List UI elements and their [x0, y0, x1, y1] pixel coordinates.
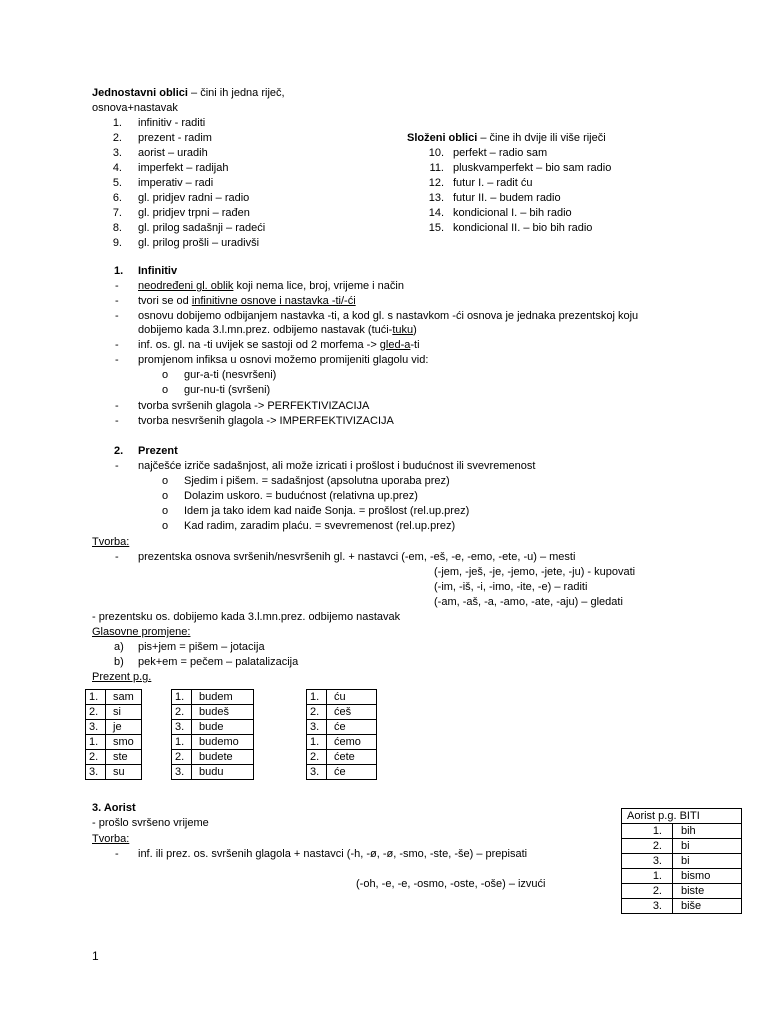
table-row [86, 735, 142, 750]
simple-forms-item-number: 7. [112, 207, 122, 219]
table-cell-person: 2. [86, 705, 106, 720]
infinitiv-number: 1. [114, 265, 124, 277]
simple-forms-title-rest: – čini ih jedna riječ, [187, 87, 285, 99]
table-row [307, 765, 377, 780]
bullet-dash: - [115, 400, 119, 412]
prezent-heading: Prezent [138, 445, 178, 457]
table-title: Aorist p.g. BITI [622, 809, 742, 824]
complex-forms-item: futur II. – budem radio [453, 192, 561, 204]
aorist-biti-table [621, 808, 742, 914]
prezent-pg-label: Prezent p.g. [92, 671, 152, 683]
circle-bullet: o [162, 505, 169, 517]
table-cell-person: 1. [86, 690, 106, 705]
table-cell-form: budem [192, 690, 254, 705]
table-cell-person: 2. [86, 750, 106, 765]
table-row [307, 720, 377, 735]
table-cell-person: 1. [622, 869, 673, 884]
infinitiv-sub-1: gur-a-ti (nesvršeni) [184, 369, 277, 381]
prezent-ending-1: (-jem, -ješ, -je, -jemo, -jete, -ju) - kupovati [434, 566, 636, 578]
table-cell-form: bismo [673, 869, 742, 884]
table-cell-person: 1. [172, 690, 192, 705]
table-cell-person: 1. [172, 735, 192, 750]
table-cell-person: 2. [622, 884, 673, 899]
infinitiv-bullet-3-line1: osnovu dobijemo odbijanjem nastavka -ti, a kod gl. s nastavkom -ći osnova je jednaka prezentskoj koju [138, 310, 639, 322]
table-cell-person: 1. [86, 735, 106, 750]
prezent-tvorba-label: Tvorba: [92, 536, 130, 548]
table-row [172, 765, 254, 780]
simple-forms-item-number: 5. [112, 177, 122, 189]
circle-bullet: o [162, 384, 169, 396]
table-row [172, 690, 254, 705]
simple-forms-item-number: 2. [112, 132, 122, 144]
table-cell-person: 3. [86, 765, 106, 780]
prezent-bullet-1: najčešće izriče sadašnjost, ali može izricati i prošlost i budućnost ili svevremenost [138, 460, 536, 472]
table-cell-form: bih [673, 824, 742, 839]
simple-forms-item-number: 9. [112, 237, 122, 249]
infinitiv-bullet-3-line2: dobijemo kada 3.l.mn.prez. odbijemo nastavak (tući-tuku) [138, 324, 417, 336]
simple-forms-item: imperativ – radi [138, 177, 214, 189]
complex-forms-item-number: 14. [428, 207, 444, 219]
table-cell-person: 2. [307, 750, 327, 765]
bullet-dash: - [115, 310, 119, 322]
biti-budem-table [171, 689, 254, 780]
prezent-sub-1: Sjedim i pišem. = sadašnjost (apsolutna uporaba prez) [184, 475, 450, 487]
circle-bullet: o [162, 475, 169, 487]
simple-forms-item: gl. pridjev trpni – rađen [138, 207, 250, 219]
table-row [307, 735, 377, 750]
table-row [622, 854, 742, 869]
simple-forms-item: infinitiv - raditi [138, 117, 206, 129]
table-row [622, 824, 742, 839]
simple-forms-item-number: 3. [112, 147, 122, 159]
complex-forms-item: kondicional I. – bih radio [453, 207, 572, 219]
table-cell-form: ću [327, 690, 377, 705]
table-row [622, 899, 742, 914]
table-cell-form: si [106, 705, 142, 720]
glasovne-item: pek+em = pečem – palatalizacija [138, 656, 299, 668]
glasovne-item: pis+jem = pišem – jotacija [138, 641, 265, 653]
complex-forms-item-number: 12. [428, 177, 444, 189]
bullet-dash: - [115, 280, 119, 292]
table-cell-form: će [327, 765, 377, 780]
complex-forms-item-number: 10. [428, 147, 444, 159]
table-cell-person: 2. [172, 750, 192, 765]
table-cell-form: su [106, 765, 142, 780]
circle-bullet: o [162, 369, 169, 381]
simple-forms-item: gl. prilog prošli – uradivši [138, 237, 260, 249]
simple-forms-item: imperfekt – radijah [138, 162, 229, 174]
infinitiv-bullet-2: tvori se od infinitivne osnove i nastavka -ti/-ći [138, 295, 356, 307]
table-cell-person: 1. [622, 824, 673, 839]
simple-forms-item-number: 8. [112, 222, 122, 234]
table-cell-form: je [106, 720, 142, 735]
bullet-dash: - [115, 460, 119, 472]
biti-prezent-table [85, 689, 142, 780]
table-cell-form: sam [106, 690, 142, 705]
prezent-ending-3: (-am, -aš, -a, -amo, -ate, -aju) – gledati [434, 596, 623, 608]
complex-forms-item: kondicional II. – bio bih radio [453, 222, 593, 234]
complex-forms-item-number: 15. [428, 222, 444, 234]
table-row [86, 750, 142, 765]
htjeti-table [306, 689, 377, 780]
table-row [172, 735, 254, 750]
table-row [86, 690, 142, 705]
table-cell-person: 1. [307, 735, 327, 750]
bullet-dash: - [115, 848, 119, 860]
bullet-dash: - [115, 415, 119, 427]
complex-forms-item-number: 13. [428, 192, 444, 204]
table-cell-form: bude [192, 720, 254, 735]
prezent-tvorba-line: prezentska osnova svršenih/nesvršenih gl. + nastavci (-em, -eš, -e, -emo, -ete, -u) – mesti [138, 551, 576, 563]
table-cell-form: će [327, 720, 377, 735]
simple-forms-line2: osnova+nastavak [92, 102, 178, 114]
prezent-number: 2. [114, 445, 124, 457]
aorist-tvorba-line2: (-oh, -e, -e, -osmo, -oste, -oše) – izvući [356, 878, 546, 890]
simple-forms-item-number: 1. [112, 117, 122, 129]
complex-forms-item: pluskvamperfekt – bio sam radio [453, 162, 612, 174]
infinitiv-heading: Infinitiv [138, 265, 178, 277]
prezent-note: - prezentsku os. dobijemo kada 3.l.mn.prez. odbijemo nastavak [92, 611, 401, 623]
table-row [622, 884, 742, 899]
simple-forms-heading [92, 86, 285, 101]
table-cell-person: 3. [172, 720, 192, 735]
aorist-heading: 3. Aorist [92, 802, 136, 814]
table-cell-form: bi [673, 854, 742, 869]
table-cell-form: budeš [192, 705, 254, 720]
table-cell-person: 1. [307, 690, 327, 705]
page-number: 1 [92, 949, 99, 963]
table-row [307, 750, 377, 765]
prezent-sub-4: Kad radim, zaradim plaću. = svevremenost (rel.up.prez) [184, 520, 456, 532]
simple-forms-item: prezent - radim [138, 132, 212, 144]
circle-bullet: o [162, 520, 169, 532]
table-cell-person: 3. [622, 854, 673, 869]
table-row [172, 720, 254, 735]
table-row [86, 720, 142, 735]
bullet-dash: - [115, 551, 119, 563]
complex-forms-heading [407, 131, 606, 146]
table-row [307, 705, 377, 720]
table-cell-form: budete [192, 750, 254, 765]
table-cell-person: 3. [622, 899, 673, 914]
aorist-line1: - prošlo svršeno vrijeme [92, 817, 209, 829]
complex-forms-title: Složeni oblici [407, 132, 478, 144]
table-cell-person: 2. [307, 705, 327, 720]
simple-forms-item: gl. pridjev radni – radio [138, 192, 250, 204]
complex-forms-title-rest: – čine ih dvije ili više riječi [477, 132, 606, 144]
table-row [622, 839, 742, 854]
table-cell-person: 3. [307, 765, 327, 780]
table-cell-person: 3. [86, 720, 106, 735]
infinitiv-sub-2: gur-nu-ti (svršeni) [184, 384, 271, 396]
table-row [172, 705, 254, 720]
table-cell-form: biste [673, 884, 742, 899]
table-cell-form: smo [106, 735, 142, 750]
infinitiv-bullet-5: promjenom infiksa u osnovi možemo promijeniti glagolu vid: [138, 354, 429, 366]
prezent-sub-2: Dolazim uskoro. = budućnost (relativna up.prez) [184, 490, 418, 502]
table-cell-person: 2. [622, 839, 673, 854]
glasovne-item-marker: a) [114, 641, 124, 653]
simple-forms-item-number: 6. [112, 192, 122, 204]
table-cell-form: budu [192, 765, 254, 780]
infinitiv-bullet-6: tvorba svršenih glagola -> PERFEKTIVIZACIJA [138, 400, 370, 412]
infinitiv-bullet-1: neodređeni gl. oblik koji nema lice, broj, vrijeme i način [138, 280, 404, 292]
table-cell-form: biše [673, 899, 742, 914]
infinitiv-bullet-7: tvorba nesvršenih glagola -> IMPERFEKTIVIZACIJA [138, 415, 394, 427]
prezent-sub-3: Idem ja tako idem kad naiđe Sonja. = prošlost (rel.up.prez) [184, 505, 470, 517]
complex-forms-item-number: 11. [429, 162, 444, 174]
table-row [86, 765, 142, 780]
simple-forms-title: Jednostavni oblici [92, 87, 188, 99]
bullet-dash: - [115, 339, 119, 351]
table-row [86, 705, 142, 720]
circle-bullet: o [162, 490, 169, 502]
simple-forms-item: aorist – uradih [138, 147, 208, 159]
table-cell-form: bi [673, 839, 742, 854]
simple-forms-item-number: 4. [112, 162, 122, 174]
table-row [307, 690, 377, 705]
complex-forms-item: futur I. – radit ću [453, 177, 533, 189]
table-cell-form: ćete [327, 750, 377, 765]
table-cell-person: 2. [172, 705, 192, 720]
simple-forms-item: gl. prilog sadašnji – radeći [138, 222, 266, 234]
table-cell-person: 3. [307, 720, 327, 735]
complex-forms-item: perfekt – radio sam [453, 147, 548, 159]
table-cell-form: budemo [192, 735, 254, 750]
infinitiv-bullet-4: inf. os. gl. na -ti uvijek se sastoji od 2 morfema -> gled-a-ti [138, 339, 420, 351]
bullet-dash: - [115, 354, 119, 366]
table-cell-person: 3. [172, 765, 192, 780]
table-cell-form: ćeš [327, 705, 377, 720]
prezent-ending-2: (-im, -iš, -i, -imo, -ite, -e) – raditi [434, 581, 588, 593]
bullet-dash: - [115, 295, 119, 307]
table-row [622, 869, 742, 884]
table-row [172, 750, 254, 765]
glasovne-label: Glasovne promjene: [92, 626, 191, 638]
aorist-tvorba-line: inf. ili prez. os. svršenih glagola + nastavci (-h, -ø, -ø, -smo, -ste, -še) – prepisati [138, 848, 528, 860]
table-cell-form: ćemo [327, 735, 377, 750]
aorist-tvorba-label: Tvorba: [92, 833, 130, 845]
glasovne-item-marker: b) [114, 656, 124, 668]
table-cell-form: ste [106, 750, 142, 765]
